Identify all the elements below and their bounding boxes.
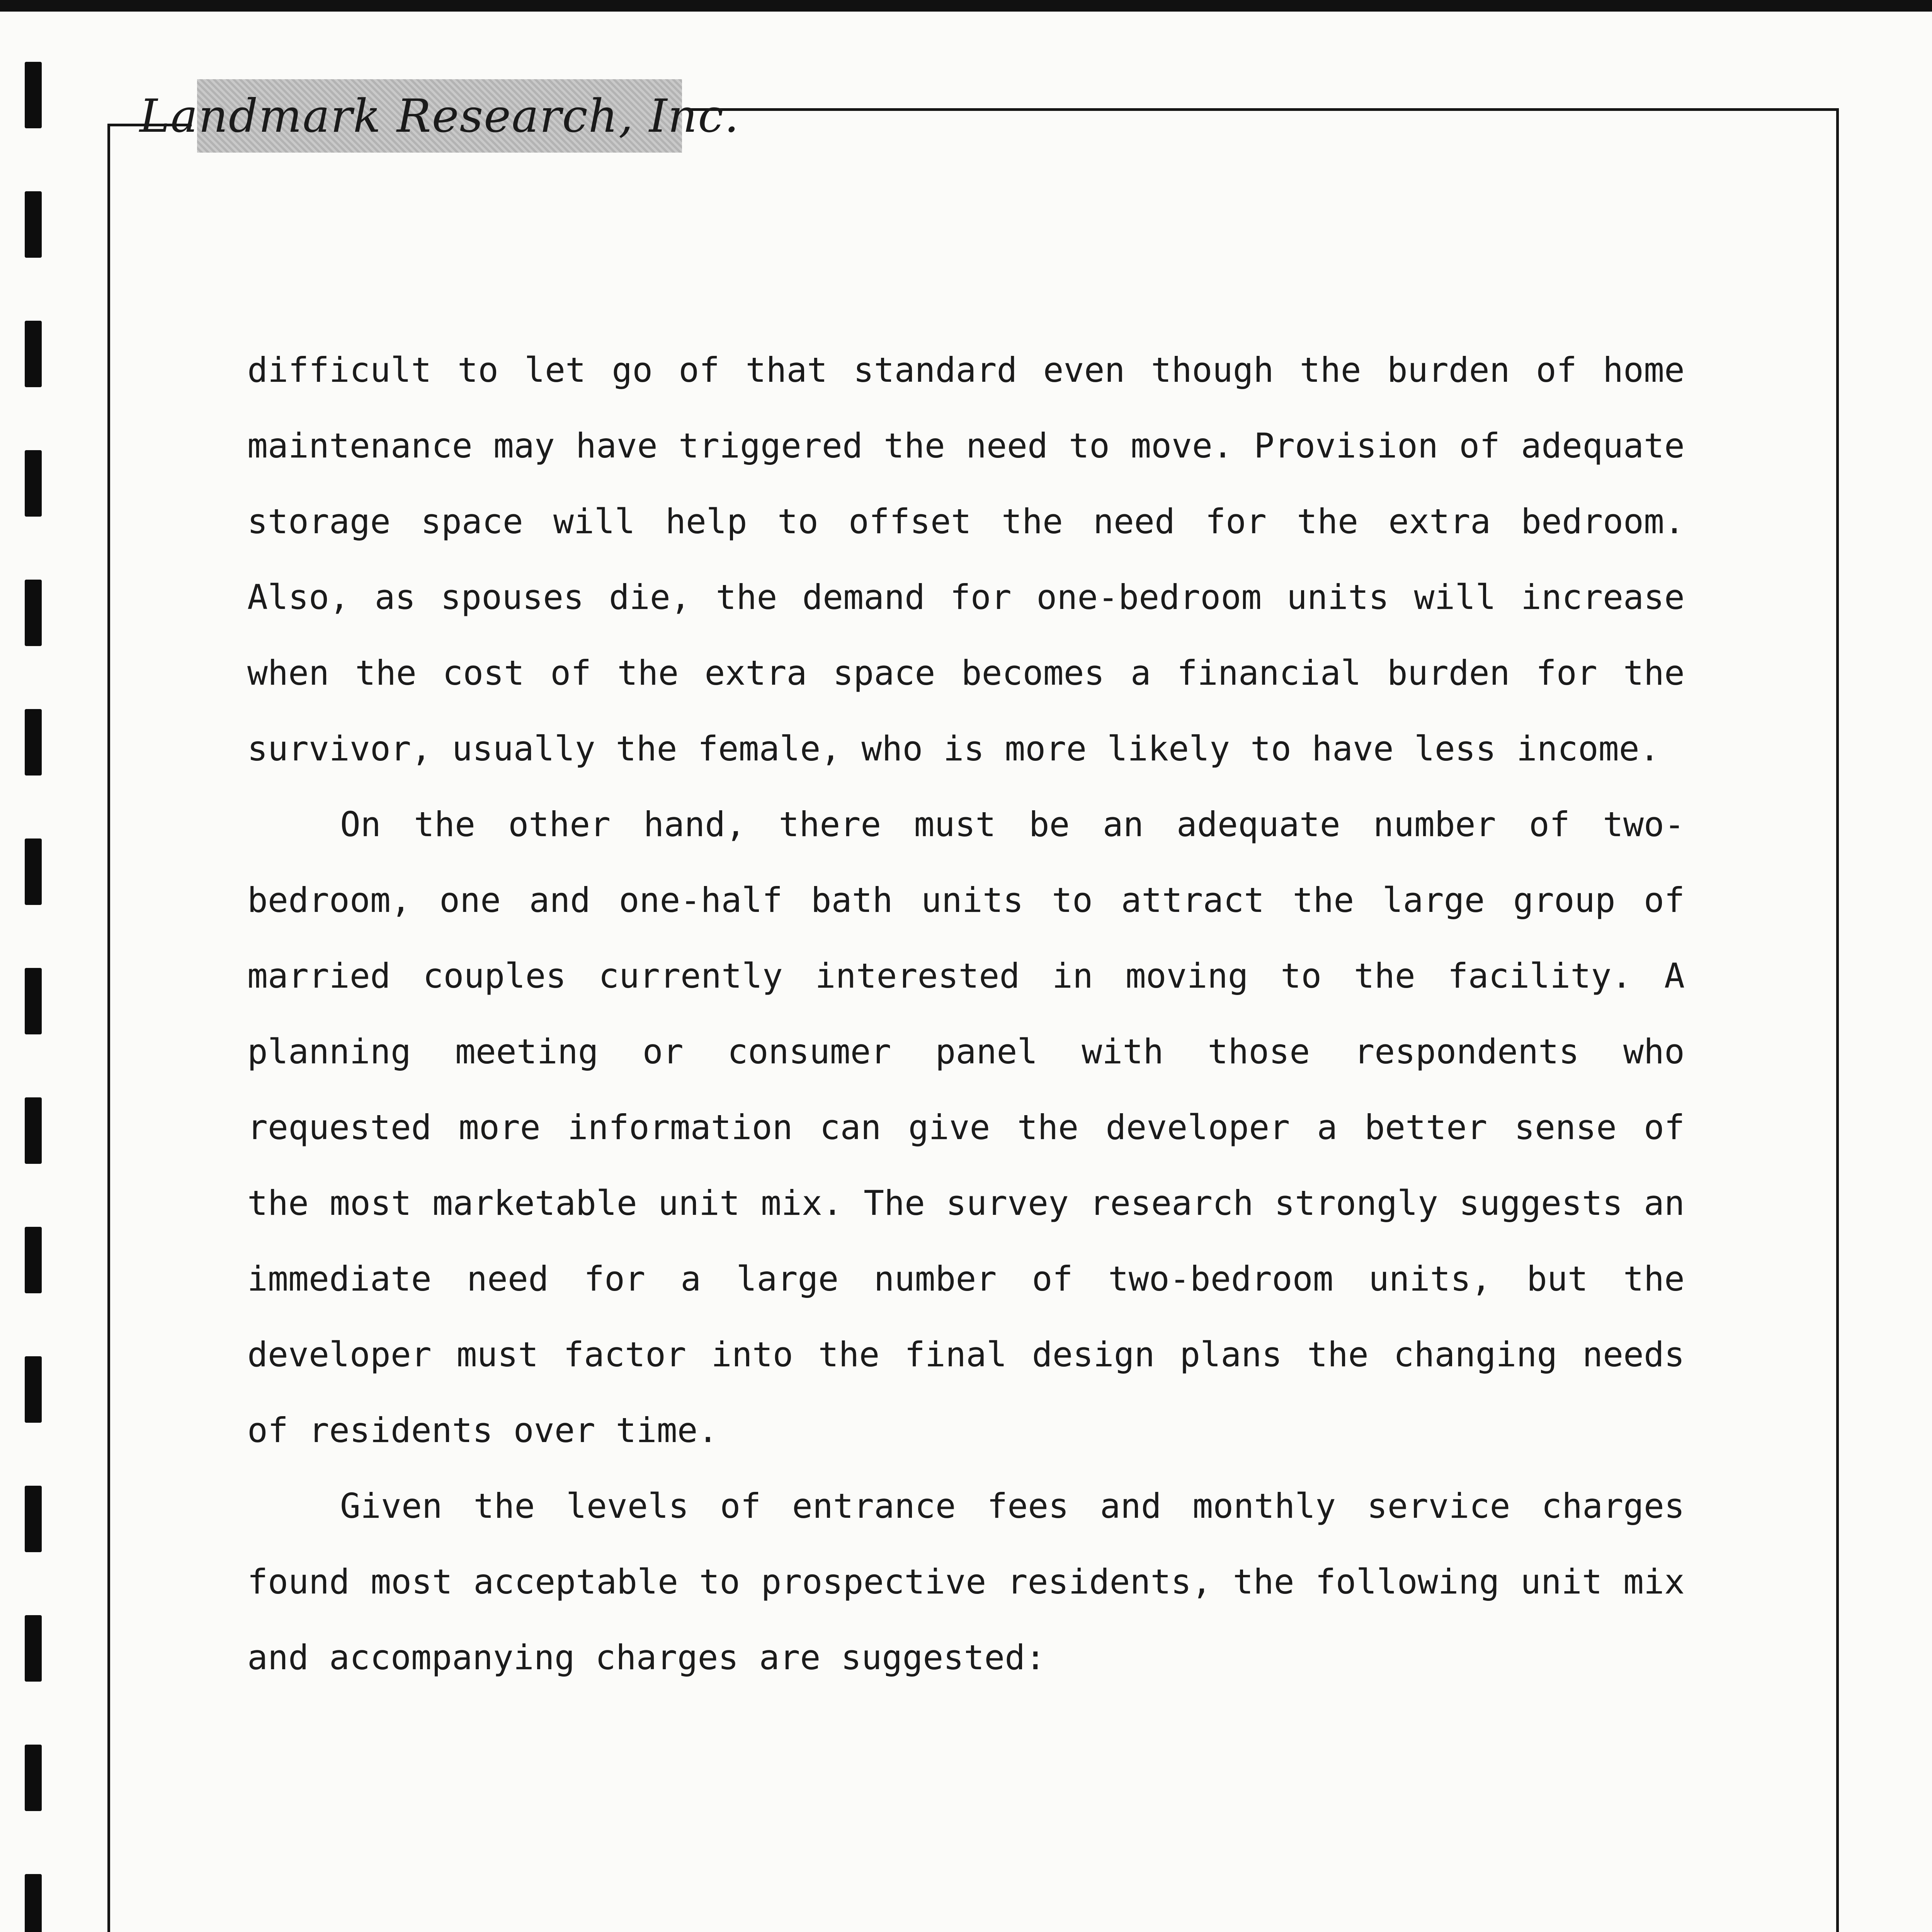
paragraph: difficult to let go of that standard even though the burden of home maintenance may have triggered the need to move. Provision of adequate storage space will help to offset the need for the extra bedroom. Also, as spouses die, the demand for one-bedroom units will increase when the cost of the extra space becomes a financial burden for the survivor, usually the female, who is more likely to have less income. — [247, 350, 1685, 769]
binding-hole — [25, 1745, 42, 1811]
binding-hole — [25, 580, 42, 646]
logo-text: Landmark Research, Inc. — [139, 89, 740, 143]
frame-rule-right — [1836, 108, 1839, 1932]
binding-hole — [25, 709, 42, 776]
body-text — [247, 332, 1685, 1696]
binding-hole — [25, 1227, 42, 1293]
binding-hole — [25, 1486, 42, 1552]
binding-hole — [25, 450, 42, 517]
binding-hole — [25, 321, 42, 387]
binding-holes — [25, 62, 42, 1932]
binding-hole — [25, 1615, 42, 1682]
binding-hole — [25, 191, 42, 258]
binding-hole — [25, 968, 42, 1034]
binding-hole — [25, 1874, 42, 1932]
binding-hole — [25, 1097, 42, 1164]
letterhead-logo — [139, 79, 740, 153]
scan-top-edge — [0, 0, 1932, 12]
binding-hole — [25, 62, 42, 128]
binding-hole — [25, 838, 42, 905]
frame-rule-left — [107, 124, 110, 1932]
frame-rule-top-right — [691, 108, 1838, 111]
paragraph: On the other hand, there must be an adequate number of two-bedroom, one and one-half bath units to attract the large group of married couples currently interested in moving to the facility. A planning meeting or consumer panel with those respondents who requested more information can give the developer a better sense of the most marketable unit mix. The survey research strongly suggests an immediate need for a large number of two-bedroom units, but the developer must factor into the final design plans the changing needs of residents over time. — [247, 804, 1685, 1450]
paragraph: Given the levels of entrance fees and monthly service charges found most acceptable to prospective residents, the following unit mix and accompanying charges are suggested: — [247, 1486, 1685, 1677]
binding-hole — [25, 1356, 42, 1423]
